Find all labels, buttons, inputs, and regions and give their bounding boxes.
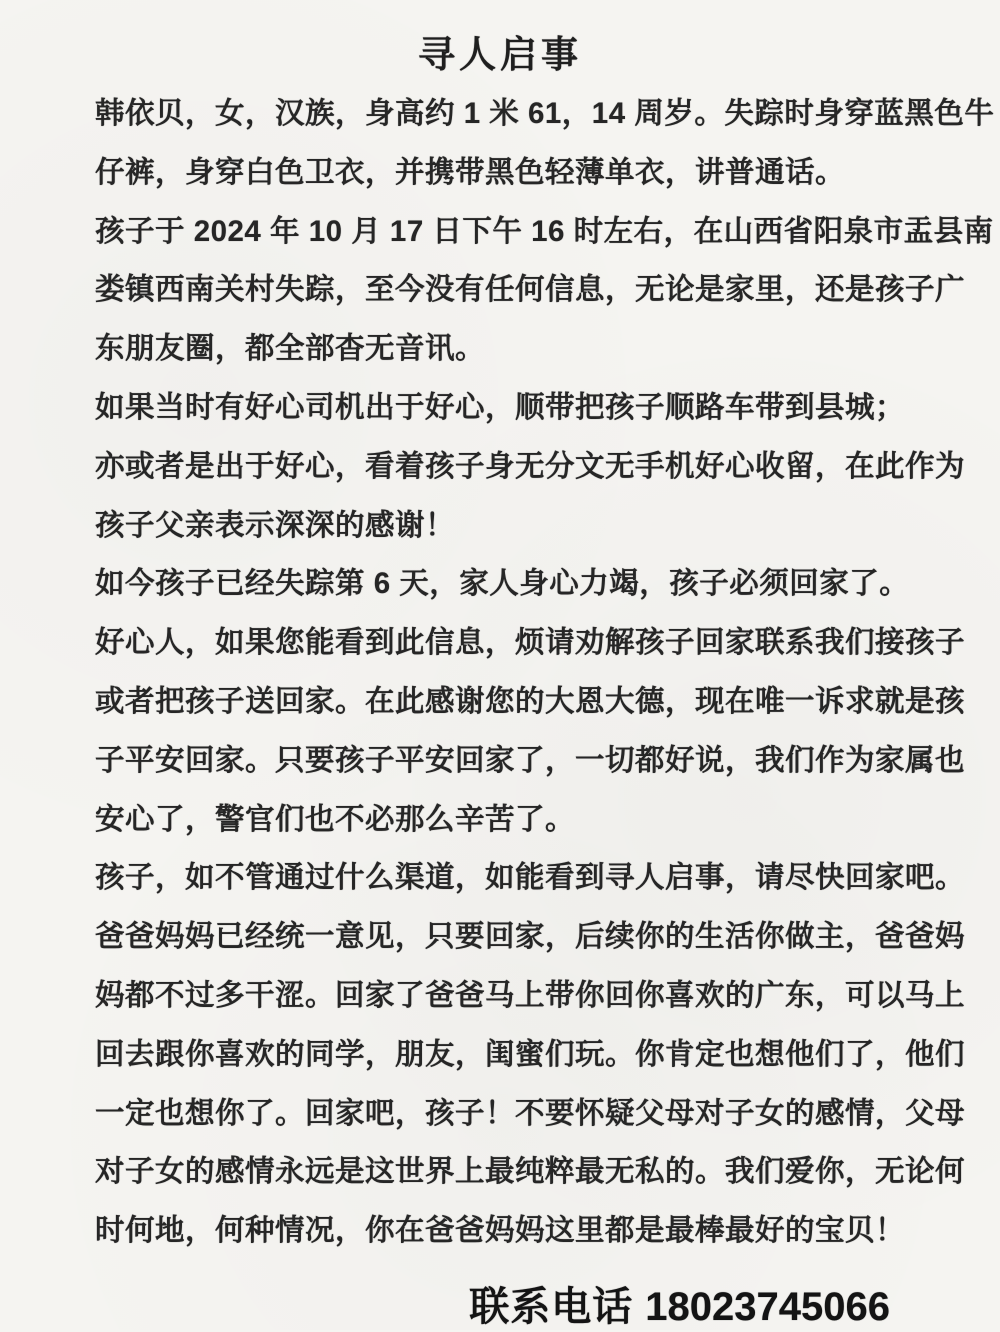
body-line: 孩子于 2024 年 10 月 17 日下午 16 时左右，在山西省阳泉市盂县南 xyxy=(95,214,994,248)
body-line: 孩子父亲表示深深的感谢！ xyxy=(95,508,456,542)
body-line: 好心人，如果您能看到此信息，烦请劝解孩子回家联系我们接孩子 xyxy=(95,626,966,660)
body-line: 爸爸妈妈已经统一意见，只要回家，后续你的生活你做主，爸爸妈 xyxy=(95,920,966,954)
body-line: 韩依贝，女，汉族，身高约 1 米 61，14 周岁。失踪时身穿蓝黑色牛 xyxy=(95,97,995,130)
body-line: 妈都不过多干涩。回家了爸爸马上带你回你喜欢的广东，可以马上 xyxy=(95,978,966,1012)
body-line: 时何地，何种情况，你在爸爸妈妈这里都是最棒最好的宝贝！ xyxy=(95,1214,906,1248)
contact-phone-number: 18023745066 xyxy=(645,1284,890,1329)
body-line: 如果当时有好心司机出于好心，顺带把孩子顺路车带到县城； xyxy=(95,390,906,424)
notice-body xyxy=(0,85,1000,1261)
body-line: 如今孩子已经失踪第 6 天，家人身心力竭，孩子必须回家了。 xyxy=(95,567,910,601)
body-line: 回去跟你喜欢的同学，朋友，闺蜜们玩。你肯定也想他们了，他们 xyxy=(95,1037,966,1071)
body-line: 对子女的感情永远是这世界上最纯粹最无私的。我们爱你，无论何 xyxy=(95,1155,966,1189)
contact-phone-line xyxy=(0,1275,1000,1332)
contact-label: 联系电话 xyxy=(469,1284,634,1329)
body-line: 娄镇西南关村失踪，至今没有任何信息，无论是家里，还是孩子广 xyxy=(95,273,966,307)
body-line: 或者把孩子送回家。在此感谢您的大恩大德，现在唯一诉求就是孩 xyxy=(95,684,966,718)
body-line: 子平安回家。只要孩子平安回家了，一切都好说，我们作为家属也 xyxy=(95,743,966,777)
body-line: 一定也想你了。回家吧，孩子！不要怀疑父母对子女的感情，父母 xyxy=(95,1096,966,1130)
notice-title: 寻人启事 xyxy=(418,34,582,75)
body-line: 安心了，警官们也不必那么辛苦了。 xyxy=(95,802,576,836)
body-line: 亦或者是出于好心，看着孩子身无分文无手机好心收留，在此作为 xyxy=(95,449,966,483)
body-line: 仔裤，身穿白色卫衣，并携带黑色轻薄单衣，讲普通话。 xyxy=(95,155,846,189)
body-line: 孩子，如不管通过什么渠道，如能看到寻人启事，请尽快回家吧。 xyxy=(95,861,966,895)
body-line: 东朋友圈，都全部杳无音讯。 xyxy=(95,332,486,366)
